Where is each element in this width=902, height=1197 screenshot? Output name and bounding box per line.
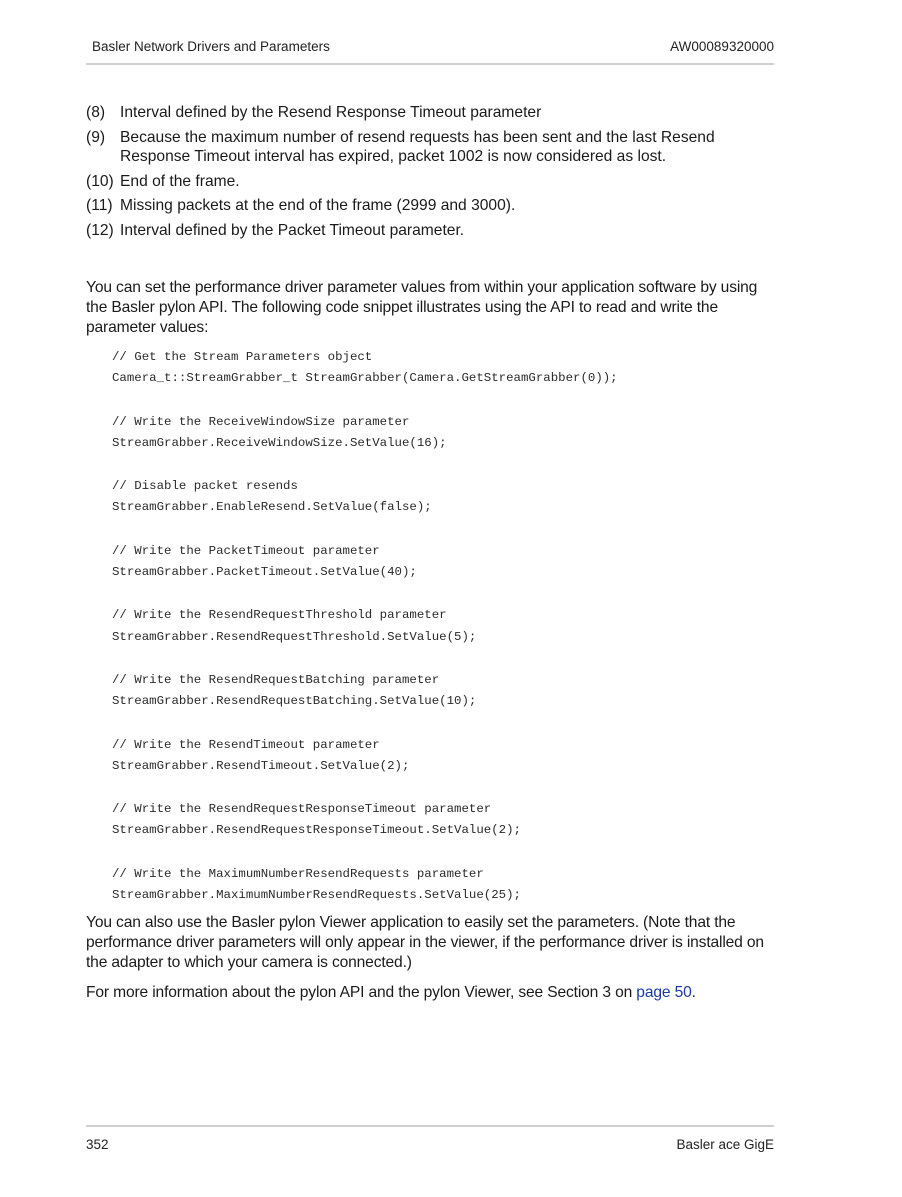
code-block bbox=[112, 735, 618, 778]
more-info-suffix: . bbox=[691, 984, 696, 1001]
code-comment: // Write the ReceiveWindowSize parameter bbox=[112, 414, 410, 429]
code-comment: // Write the ResendRequestThreshold parameter bbox=[112, 608, 447, 623]
code-statement: StreamGrabber.ResendRequestThreshold.SetValue(5); bbox=[112, 629, 477, 644]
viewer-paragraph: You can also use the Basler pylon Viewer application to easily set the parameters. (Note that the performance driver parameters will only appear in the viewer, if the performance driver is installed on the adapter to which your camera is connected.) bbox=[86, 914, 764, 971]
intro-paragraph: You can set the performance driver parameter values from within your application software by using the Basler pylon API. The following code snippet illustrates using the API to read and write the parameter values: bbox=[86, 279, 758, 336]
code-statement: StreamGrabber.ResendTimeout.SetValue(2); bbox=[112, 758, 410, 773]
document-name: Basler ace GigE bbox=[676, 1137, 774, 1152]
code-block bbox=[112, 347, 618, 390]
more-info-text: For more information about the pylon API and the pylon Viewer, see Section 3 on bbox=[86, 984, 637, 1001]
code-statement: StreamGrabber.ReceiveWindowSize.SetValue(16); bbox=[112, 435, 447, 450]
code-block bbox=[112, 864, 618, 907]
code-comment: // Get the Stream Parameters object bbox=[112, 350, 373, 364]
code-statement: StreamGrabber.MaximumNumberResendRequests.SetValue(25); bbox=[112, 888, 521, 903]
code-statement: StreamGrabber.ResendRequestResponseTimeout.SetValue(2); bbox=[112, 823, 521, 838]
code-comment: // Write the ResendRequestBatching parameter bbox=[112, 672, 440, 687]
list-item-number: (9) bbox=[86, 128, 106, 146]
code-comment: // Write the PacketTimeout parameter bbox=[112, 543, 380, 558]
list-item-text: Interval defined by the Resend Response Timeout parameter bbox=[120, 104, 542, 121]
code-statement: StreamGrabber.ResendRequestBatching.SetValue(10); bbox=[112, 694, 477, 709]
list-item-number: (11) bbox=[86, 197, 113, 214]
code-comment: // Write the ResendRequestResponseTimeout parameter bbox=[112, 802, 492, 817]
page-link[interactable]: page 50 bbox=[636, 984, 692, 1001]
footer-divider bbox=[86, 1125, 774, 1127]
running-header-title: Basler Network Drivers and Parameters bbox=[92, 39, 330, 54]
more-info-paragraph bbox=[86, 983, 776, 1003]
list-item bbox=[86, 196, 776, 216]
document-number: AW00089320000 bbox=[670, 39, 774, 54]
code-block bbox=[112, 541, 618, 584]
list-item-number: (10) bbox=[86, 172, 114, 190]
code-statement: StreamGrabber.PacketTimeout.SetValue(40); bbox=[112, 565, 417, 580]
header-divider bbox=[86, 63, 774, 65]
callout-list bbox=[86, 103, 776, 245]
list-item-number: (8) bbox=[86, 104, 106, 121]
list-item bbox=[86, 221, 776, 241]
code-comment: // Disable packet resends bbox=[112, 479, 298, 494]
list-item bbox=[86, 103, 776, 123]
list-item-text: Because the maximum number of resend requests has been sent and the last Resend Response Timeout interval has expired, packet 1002 is now considered as lost. bbox=[120, 128, 715, 165]
code-block bbox=[112, 799, 618, 842]
code-block bbox=[112, 605, 618, 648]
code-block bbox=[112, 412, 618, 455]
code-statement: Camera_t::StreamGrabber_t StreamGrabber(Camera.GetStreamGrabber(0)); bbox=[112, 371, 618, 386]
list-item bbox=[86, 172, 776, 192]
list-item-text: Missing packets at the end of the frame (2999 and 3000). bbox=[120, 197, 516, 214]
list-item-text: End of the frame. bbox=[120, 172, 240, 190]
code-comment: // Write the MaximumNumberResendRequests parameter bbox=[112, 866, 484, 881]
code-block bbox=[112, 670, 618, 713]
page-number: 352 bbox=[86, 1137, 109, 1152]
code-comment: // Write the ResendTimeout parameter bbox=[112, 737, 380, 752]
list-item bbox=[86, 128, 776, 167]
code-statement: StreamGrabber.EnableResend.SetValue(false); bbox=[112, 500, 432, 515]
code-snippet bbox=[112, 347, 618, 928]
list-item-number: (12) bbox=[86, 221, 114, 239]
list-item-text: Interval defined by the Packet Timeout parameter. bbox=[120, 221, 465, 239]
code-block bbox=[112, 476, 618, 519]
